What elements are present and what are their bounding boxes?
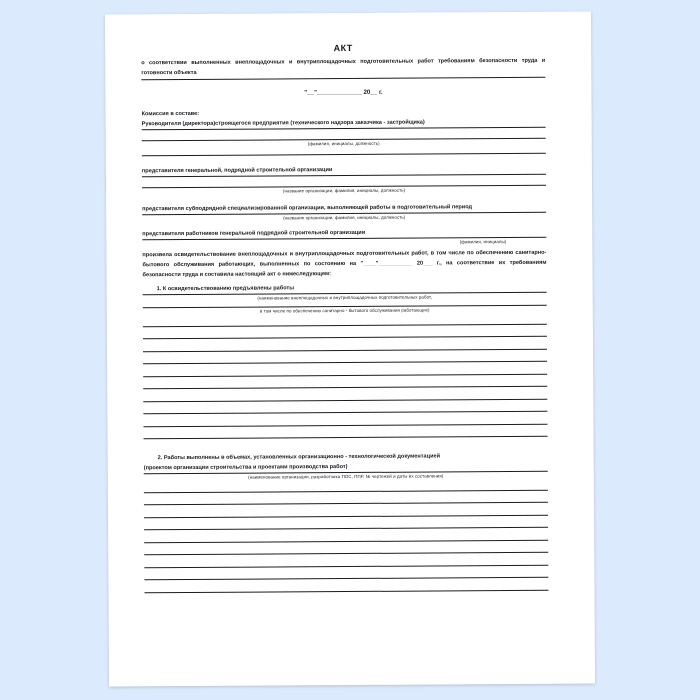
date-line: "__"_____________ 20__ г. bbox=[304, 88, 383, 96]
item-1-caption-b: в том числе по обеспечению санитарно - бытового обслуживания работающих) bbox=[259, 307, 430, 314]
blank-line bbox=[144, 527, 548, 530]
blank-line bbox=[144, 515, 548, 518]
document-subtitle bbox=[141, 57, 545, 79]
document-page bbox=[105, 12, 595, 687]
document-subtitle-text: о соответствии выполненных внеплощадочных и внутриплощадочных подготовительных работ требованиям безопасности труда и готовности объекта bbox=[141, 57, 546, 77]
item-2-blank-lines bbox=[144, 490, 549, 593]
item-1-caption-a: (наименование внеплощадочных и внутриплощадочных подготовительных работ, bbox=[257, 294, 432, 301]
commission-heading: Комиссия в составе: bbox=[141, 110, 200, 117]
blank-line bbox=[143, 411, 547, 414]
role-1-caption: (фамилия, инициалы, должность) bbox=[307, 140, 380, 146]
role-3-label: представителя субподрядной специализированной организации, выполняющей работы в подготовительный период bbox=[142, 204, 473, 213]
blank-line bbox=[143, 386, 547, 389]
blank-line bbox=[144, 502, 548, 505]
blank-line bbox=[144, 577, 548, 580]
role-2-text: представителя генеральной, подрядной строительной организации bbox=[141, 166, 333, 174]
blank-line bbox=[143, 373, 547, 376]
blank-line bbox=[143, 336, 547, 339]
document-title: АКТ bbox=[333, 42, 353, 54]
blank-line bbox=[143, 361, 547, 364]
blank-line bbox=[144, 540, 548, 543]
blank-line bbox=[144, 490, 548, 493]
role-2-caption: (название организации, фамилия, инициалы, должность) bbox=[282, 187, 406, 194]
item-1-text: 1. К освидетельствованию предъявлены работы bbox=[156, 285, 295, 293]
blank-line bbox=[143, 323, 547, 326]
blank-line bbox=[143, 398, 547, 401]
item-2-caption: (наименование организации, разработчика ПОС, ППР, № чертежей и даты их составления) bbox=[248, 473, 444, 480]
item-2-line-2: (проектом организации строительства и проектами производства работ) bbox=[143, 464, 348, 472]
blank-line bbox=[144, 552, 548, 555]
role-4-text: представителя работников генеральной подрядной строительной организации bbox=[142, 229, 366, 238]
item-1-blank-lines bbox=[143, 323, 548, 439]
blank-line bbox=[143, 423, 547, 426]
blank-line bbox=[143, 348, 547, 351]
role-1-label: Руководителя (директора)строящегося предприятия (технического надзора заказчика - застройщика) bbox=[141, 119, 425, 127]
main-paragraph: произвела освидетельствование внеплощадочных и внутриплощадочных подготовительных работ, в том числе по обеспечению санитарно-бытового обслуживания работающих, выполненных по состоянию на "____"___________ 20___ г., на соответствие их требованиям безопасности труда и составила настоящий акт о нижеследующем: bbox=[142, 249, 547, 279]
blank-line bbox=[144, 565, 548, 568]
item-2-line-1: 2. Работы выполнены в объемах, установленных организационно - технологической документацией bbox=[157, 453, 441, 462]
role-3-caption: (название организации, фамилия, инициалы, должность) bbox=[283, 214, 406, 221]
blank-line bbox=[144, 590, 548, 593]
document-body bbox=[141, 42, 548, 593]
role-4-caption: (фамилия, инициалы) bbox=[459, 238, 507, 245]
